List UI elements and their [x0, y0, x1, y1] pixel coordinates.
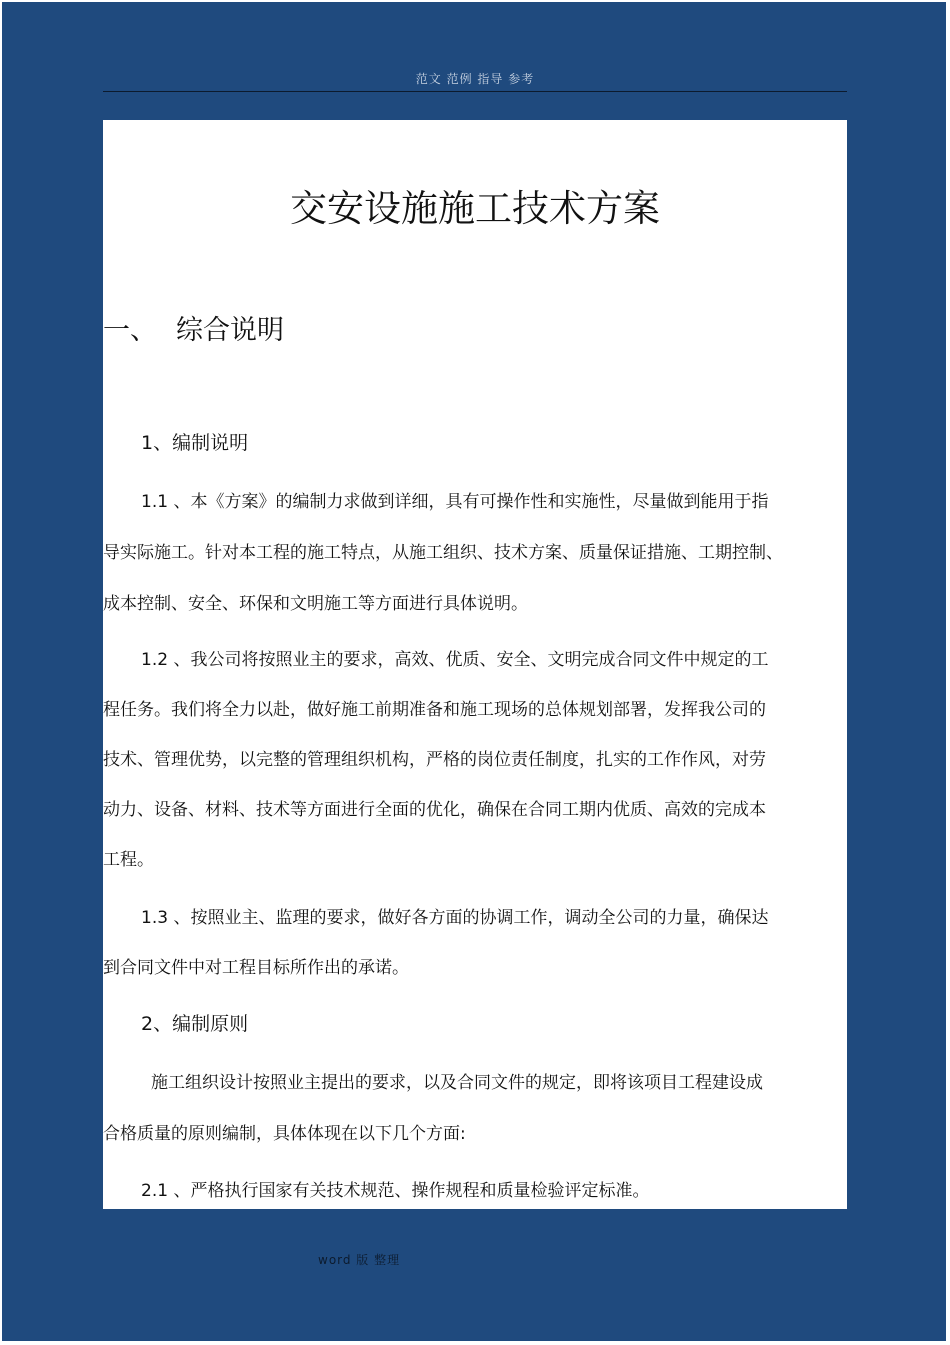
paragraph-line: 导实际施工。针对本工程的施工特点，从施工组织、技术方案、质量保证措施、工期控制、: [103, 543, 783, 563]
paragraph-line: 动力、设备、材料、技术等方面进行全面的优化，确保在合同工期内优质、高效的完成本: [103, 800, 766, 820]
document-page: [103, 120, 847, 1209]
section-title: 综合说明: [176, 315, 284, 346]
paragraph-line: 成本控制、安全、环保和文明施工等方面进行具体说明。: [103, 594, 528, 614]
subsection-heading-2: 2、编制原则: [141, 1013, 249, 1035]
paragraph-line: 技术、管理优势，以完整的管理组织机构，严格的岗位责任制度，扎实的工作作风，对劳: [103, 750, 766, 770]
page-header: 范文 范例 指导 参考: [415, 72, 535, 86]
paragraph-line: 1.2 、我公司将按照业主的要求，高效、优质、安全、文明完成合同文件中规定的工: [141, 650, 769, 670]
paragraph-line: 1.1 、本《方案》的编制力求做到详细，具有可操作性和实施性，尽量做到能用于指: [141, 492, 769, 512]
header-rule: [103, 91, 847, 92]
paragraph-line: 1.3 、按照业主、监理的要求，做好各方面的协调工作，调动全公司的力量，确保达: [141, 908, 769, 928]
paragraph-line: 合格质量的原则编制，具体体现在以下几个方面:: [103, 1124, 466, 1144]
section-heading: [103, 308, 284, 347]
paragraph-line: 程任务。我们将全力以赴，做好施工前期准备和施工现场的总体规划部署，发挥我公司的: [103, 700, 766, 720]
paragraph-line: 施工组织设计按照业主提出的要求，以及合同文件的规定，即将该项目工程建设成: [151, 1073, 763, 1093]
paragraph-line: 2.1 、严格执行国家有关技术规范、操作规程和质量检验评定标准。: [141, 1181, 650, 1201]
paragraph-line: 工程。: [103, 850, 154, 870]
document-title: 交安设施施工技术方案: [290, 187, 660, 230]
paragraph-line: 到合同文件中对工程目标所作出的承诺。: [103, 958, 409, 978]
section-number: 一、: [103, 315, 157, 346]
subsection-heading-1: 1、编制说明: [141, 432, 249, 454]
page-footer: word 版 整理: [318, 1253, 401, 1267]
